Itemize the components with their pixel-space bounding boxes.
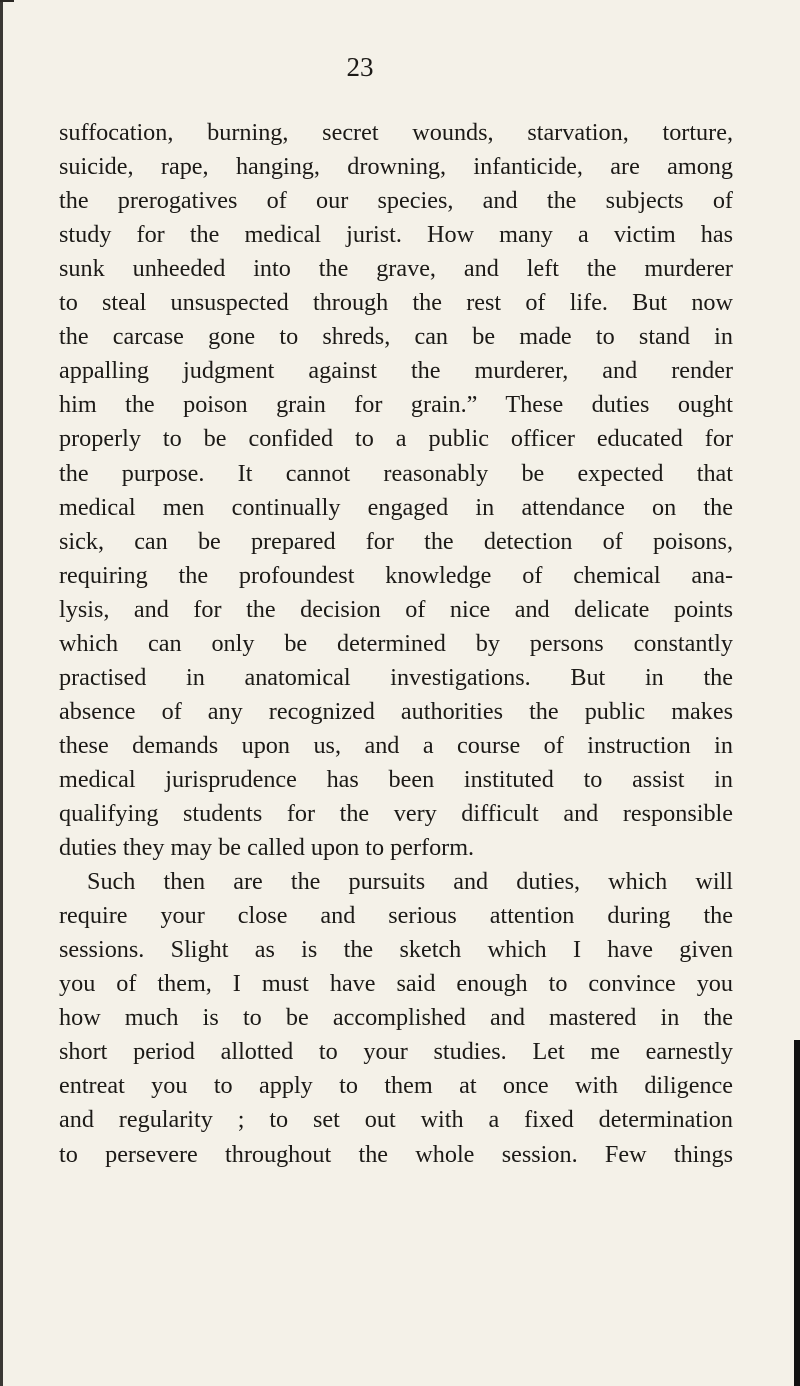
text-line: sick, can be prepared for the detection of poisons, (59, 527, 733, 555)
text-line: qualifying students for the very difficult and responsible (59, 800, 733, 827)
text-line: sessions. Slight as is the sketch which I have given (59, 936, 733, 964)
page-corner-mark (0, 0, 14, 2)
text-line: and regularity ; to set out with a fixed determination (59, 1106, 733, 1134)
text-line: medical jurisprudence has been instituted to assist in (59, 765, 733, 793)
text-line: sunk unheeded into the grave, and left the murderer (59, 255, 733, 283)
text-line: short period allotted to your studies. Let me earnestly (59, 1038, 733, 1066)
text-line: entreat you to apply to them at once with diligence (59, 1072, 733, 1100)
text-line: appalling judgment against the murderer, and render (59, 357, 733, 385)
text-line: practised in anatomical investigations. But in the (59, 663, 733, 691)
text-line: the prerogatives of our species, and the subjects of (59, 187, 733, 215)
text-line: the purpose. It cannot reasonably be expected that (59, 459, 733, 487)
text-line: which can only be determined by persons constantly (59, 629, 733, 657)
page-number: 23 (346, 52, 374, 82)
page-left-edge (0, 0, 3, 1386)
text-line: duties they may be called upon to perform. (59, 834, 475, 862)
text-line: absence of any recognized authorities the public makes (59, 697, 733, 725)
text-line: how much is to be accomplished and mastered in the (59, 1004, 733, 1032)
text-line: to persevere throughout the whole session. Few things (59, 1140, 733, 1168)
text-line: these demands upon us, and a course of instruction in (59, 731, 733, 759)
text-line: lysis, and for the decision of nice and delicate points (59, 595, 733, 623)
text-line: requiring the profoundest knowledge of chemical ana- (59, 561, 733, 589)
text-line: medical men continually engaged in attendance on the (59, 493, 733, 521)
text-line: Such then are the pursuits and duties, which will (87, 868, 733, 896)
text-line: suffocation, burning, secret wounds, starvation, torture, (59, 119, 733, 146)
text-line: require your close and serious attention during the (59, 902, 733, 930)
text-line: properly to be confided to a public officer educated for (59, 425, 733, 453)
text-line: to steal unsuspected through the rest of life. But now (59, 289, 733, 317)
text-line: suicide, rape, hanging, drowning, infanticide, are among (59, 153, 733, 181)
text-line: study for the medical jurist. How many a victim has (59, 221, 733, 249)
text-line: him the poison grain for grain.” These duties ought (59, 391, 733, 419)
page-right-edge (794, 1040, 800, 1386)
text-line: you of them, I must have said enough to convince you (59, 970, 733, 998)
text-line: the carcase gone to shreds, can be made to stand in (59, 323, 733, 351)
